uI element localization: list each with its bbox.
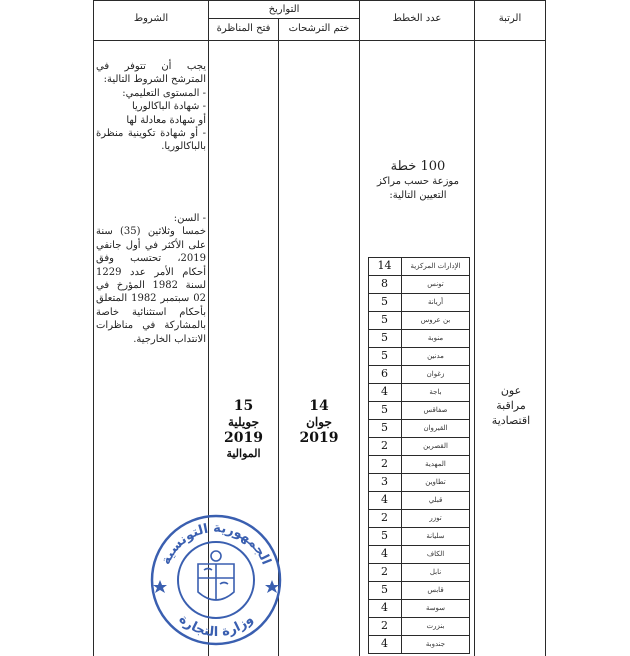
center-name: القصرين xyxy=(423,442,448,450)
header-grade: الرتبة xyxy=(498,13,522,24)
grade-label xyxy=(476,383,546,428)
education-line-2: أو شهادة معادلة لها xyxy=(126,114,206,126)
table-row xyxy=(368,419,469,437)
table-row xyxy=(368,275,469,293)
education-title: - المستوى التعليمي: xyxy=(122,87,206,99)
center-count: 5 xyxy=(381,403,388,416)
grade-line-3: اقتصادية xyxy=(491,414,531,427)
plans-total: 100 خطة xyxy=(390,159,446,174)
closing-month: جوان xyxy=(306,415,332,429)
center-name: قبلي xyxy=(428,496,443,504)
right-border xyxy=(545,0,546,656)
table-row xyxy=(368,545,469,563)
opening-suffix: الموالية xyxy=(226,447,261,460)
table-row xyxy=(368,437,469,455)
header-dates: التواريخ xyxy=(268,4,300,15)
header-contest-opening: فتح المناظرة xyxy=(216,23,271,34)
table-row xyxy=(368,347,469,365)
grade-line-1: عون xyxy=(500,384,522,397)
center-name: القيروان xyxy=(423,424,448,432)
center-count: 2 xyxy=(381,619,388,632)
center-name: باجة xyxy=(429,388,442,396)
center-name: سوسة xyxy=(425,604,446,612)
seal-bottom-text: وزارة التجارة xyxy=(175,611,257,641)
grade-line-2: مراقبة xyxy=(496,399,526,412)
center-name: جندوبة xyxy=(425,640,446,648)
center-count: 2 xyxy=(381,439,388,452)
header-applications-close: ختم الترشحات xyxy=(288,23,350,34)
center-name: أريانة xyxy=(427,298,444,306)
center-name: سليانة xyxy=(426,532,445,540)
opening-day: 15 xyxy=(233,398,254,414)
table-row xyxy=(368,563,469,581)
table-row xyxy=(368,257,469,275)
table-row xyxy=(368,509,469,527)
plans-summary xyxy=(362,158,474,203)
center-count: 5 xyxy=(381,295,388,308)
table-row xyxy=(368,329,469,347)
header-conditions: الشروط xyxy=(133,13,169,24)
center-name: بن عروس xyxy=(420,316,451,324)
center-name: بنزرت xyxy=(426,622,445,630)
seal-star-right xyxy=(265,580,279,593)
closing-day: 14 xyxy=(309,398,329,414)
center-name: الإدارات المركزية xyxy=(410,262,461,270)
age-block xyxy=(96,212,206,346)
seal-star-left xyxy=(153,580,167,593)
header-bottom-line xyxy=(93,40,546,41)
conditions-block xyxy=(96,60,206,154)
seal-emblem-icon xyxy=(198,551,234,600)
center-count: 4 xyxy=(381,547,388,560)
dates-subheader-line xyxy=(208,18,360,19)
center-count: 8 xyxy=(381,277,388,290)
center-count: 3 xyxy=(381,475,388,488)
center-count: 2 xyxy=(381,565,388,578)
table-row xyxy=(368,617,469,635)
center-count: 2 xyxy=(381,511,388,524)
header-plan-count: عدد الخطط xyxy=(392,13,442,24)
opening-year: 2019 xyxy=(224,430,263,446)
center-name: صفاقس xyxy=(423,406,448,414)
center-name: تونس xyxy=(427,280,444,288)
education-line-1: - شهادة الباكالوريا xyxy=(131,101,206,113)
education-line-3: - أو شهادة تكوينية منظرة بالباكالوريا. xyxy=(96,128,206,153)
center-count: 4 xyxy=(381,493,388,506)
closing-year: 2019 xyxy=(299,430,339,446)
conditions-intro: يجب أن تتوفر في المترشح الشروط التالية: xyxy=(96,61,206,86)
distribution-table xyxy=(368,257,469,653)
table-row xyxy=(368,491,469,509)
center-name: قابس xyxy=(427,586,444,594)
table-row xyxy=(368,365,469,383)
center-name: المهدية xyxy=(425,460,446,468)
center-name: زغوان xyxy=(426,370,445,378)
center-name: الكاف xyxy=(426,550,445,558)
center-count: 4 xyxy=(381,601,388,614)
center-count: 4 xyxy=(381,385,388,398)
col-divider-plans xyxy=(474,0,475,656)
center-count: 5 xyxy=(381,421,388,434)
center-count: 6 xyxy=(381,367,388,380)
center-name: تطاوين xyxy=(425,478,446,486)
age-title: - السن: xyxy=(173,213,206,224)
table-row xyxy=(368,383,469,401)
center-count: 4 xyxy=(381,637,388,650)
table-row xyxy=(368,455,469,473)
left-border xyxy=(93,0,94,656)
center-name: نابل xyxy=(429,568,442,576)
col-divider-closing xyxy=(359,0,360,656)
table-row xyxy=(368,599,469,617)
table-row xyxy=(368,311,469,329)
center-name: توزر xyxy=(429,514,442,522)
center-count: 2 xyxy=(381,457,388,470)
center-name: مدنين xyxy=(427,352,444,360)
center-count: 14 xyxy=(377,259,392,272)
opening-date xyxy=(209,398,278,462)
center-name: منوبة xyxy=(427,334,444,342)
ministry-seal-stamp xyxy=(148,512,284,648)
opening-month: جويلية xyxy=(228,415,259,429)
center-count: 5 xyxy=(381,529,388,542)
table-row xyxy=(368,635,469,653)
center-count: 5 xyxy=(381,349,388,362)
table-row xyxy=(368,527,469,545)
center-count: 5 xyxy=(381,331,388,344)
center-count: 5 xyxy=(381,313,388,326)
seal-top-text: الجمهورية التونسية xyxy=(158,520,274,568)
table-row xyxy=(368,473,469,491)
distribution-row-line xyxy=(368,653,470,654)
center-count: 5 xyxy=(381,583,388,596)
table-row xyxy=(368,401,469,419)
plans-distribution: موزعة حسب مراكز التعيين التالية: xyxy=(377,176,459,201)
age-text: خمسا وثلاثين (35) سنة على الأكثر في أول جانفي 2019، تحتسب وفق أحكام الأمر عدد 1229 لسنة 1982 المؤرخ في 02 سبتمبر 1982 المتعلق بأحكام استثنائية خاصة بالمشاركة في مناظرات الانتداب الخارجية. xyxy=(96,226,207,345)
closing-date xyxy=(279,398,359,446)
table-row xyxy=(368,293,469,311)
top-line xyxy=(93,0,546,1)
table-row xyxy=(368,581,469,599)
